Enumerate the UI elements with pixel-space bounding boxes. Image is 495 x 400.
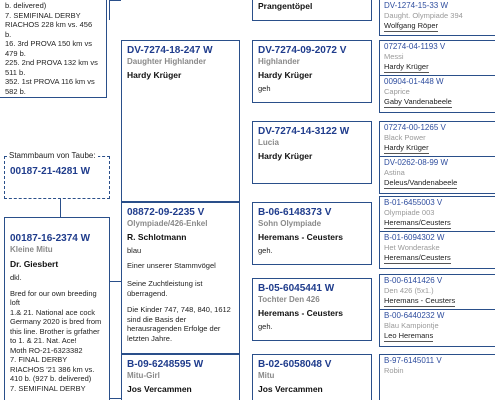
owner-name: Gaby Vandenabeele	[384, 97, 452, 106]
pigeon-name: Daughter Highlander	[127, 57, 207, 66]
info-line: 16. 3rd PROVA 150 km vs	[5, 39, 92, 48]
note-paragraph: Die Kinder 747, 748, 840, 1612 sind die Basis der herausragenden Erfolge der letzten Jahre.	[127, 305, 231, 343]
pigeon-name: Het Wonderaske	[384, 243, 440, 252]
ring-number: DV-0262-08-99 W	[384, 158, 449, 167]
owner-name: Deleus/Vandenabeele	[384, 178, 458, 187]
ring-number: 07274-04-1193 V	[384, 42, 446, 51]
pigeon-name: Daught. Olympiade 394	[384, 11, 463, 20]
dam-info-line: to 1. & 21. Nat. Ace!	[10, 336, 77, 345]
dam-info-line: Moth RO-21-6323382	[10, 345, 83, 355]
ancestor-box	[252, 202, 372, 265]
owner-name: Jos Vercammen	[258, 384, 323, 394]
colour: geh	[258, 84, 271, 93]
ancestor-cell	[380, 0, 495, 34]
info-line: 582 b.	[5, 86, 26, 96]
pigeon-name: Tochter Den 426	[258, 295, 320, 304]
ring-number: B-97-6145011 V	[384, 356, 442, 365]
ring-number: B-01-6455003 V	[384, 198, 443, 207]
ancestor-cell	[380, 197, 495, 232]
ancestor-box	[252, 121, 372, 184]
ancestor-group	[379, 196, 495, 269]
connector-line	[109, 0, 121, 1]
info-line: 225. 2nd PROVA 132 km vs	[5, 58, 98, 67]
dam-info-line: RIACHOS '21 386 km vs.	[10, 364, 95, 374]
pigeon-name: Den 426 (5x1.)	[384, 286, 434, 295]
ring-number: DV-7274-14-3122 W	[258, 126, 350, 137]
ancestor-cell	[380, 41, 495, 76]
owner-name: Jos Vercammen	[127, 384, 192, 394]
ancestor-cell	[380, 232, 495, 266]
dam-info-line: 1.& 21. National ace cock	[10, 307, 96, 317]
ancestor-box	[252, 0, 372, 21]
owner-name: Hardy Krüger	[258, 70, 313, 80]
owner-name: Wolfgang Röper	[384, 21, 439, 30]
dam-colour: dkl.	[10, 273, 22, 282]
note-line: Einer unserer Stammvögel	[127, 260, 216, 270]
dam-ring-number: 00187-16-2374 W	[10, 233, 91, 244]
connector-line	[60, 199, 61, 217]
owner-name: Hardy Krüger	[258, 151, 313, 161]
dam-box	[4, 217, 110, 400]
dam-name: Kleine Mitu	[10, 245, 53, 254]
ring-number: B-01-6094302 W	[384, 233, 445, 242]
dam-info-line: this line. Brother is grfather	[10, 326, 100, 336]
pigeon-name: Olympiade 003	[384, 208, 435, 217]
ring-number: B-00-6141426 V	[384, 276, 443, 285]
dam-sire-box	[121, 202, 240, 354]
owner-name: Hardy Krüger	[384, 62, 429, 71]
pigeon-name: Mitu	[258, 371, 275, 380]
ancestor-box	[252, 354, 372, 400]
owner-name: Heremans/Ceusters	[384, 218, 451, 227]
dam-info-line: 7. FINAL DERBY	[10, 355, 68, 364]
ancestor-cell	[380, 122, 495, 157]
info-line: b. delivered)	[5, 1, 47, 10]
owner-name: Heremans/Ceusters	[384, 253, 451, 262]
ring-number: DV-7274-09-2072 V	[258, 45, 347, 56]
pigeon-name: Messi	[384, 52, 404, 61]
ancestor-group	[379, 121, 495, 194]
info-line: 511 b.	[5, 67, 26, 77]
ring-number: B-05-6045441 W	[258, 283, 335, 294]
colour: blau	[127, 246, 142, 255]
dam-dam-box	[121, 354, 240, 400]
ancestor-cell	[380, 157, 495, 191]
ring-number: B-00-6440232 W	[384, 311, 445, 320]
ancestor-cell	[380, 76, 495, 110]
ancestor-group	[379, 0, 495, 36]
owner-name: Hardy Krüger	[384, 143, 429, 152]
ring-number: B-02-6058048 V	[258, 359, 332, 370]
dam-info-line: loft	[10, 298, 21, 307]
pigeon-name: Caprice	[384, 87, 410, 96]
pigeon-name: Olympiade/426-Enkel	[127, 219, 208, 228]
ancestor-box	[252, 278, 372, 341]
ancestor-group	[379, 354, 495, 400]
owner-name: Leo Heremans	[384, 331, 434, 340]
ring-number: B-09-6248595 W	[127, 359, 204, 370]
dam-info-line: Germany 2020 is bred from	[10, 317, 102, 326]
pigeon-name: Highlander	[258, 57, 300, 66]
colour: geh.	[258, 322, 273, 331]
pigeon-name: Blau Kampiontje	[384, 321, 439, 330]
ring-number: B-06-6148373 V	[258, 207, 332, 218]
ring-number: 00904-01-448 W	[384, 77, 444, 86]
connector-line	[109, 398, 121, 399]
stammbaum-label: Stammbaum von Taube:	[9, 151, 96, 160]
ring-number: 08872-09-2235 V	[127, 207, 205, 218]
connector-line	[109, 0, 110, 20]
owner-name: R. Schlotmann	[127, 232, 187, 242]
owner-name: Hardy Krüger	[127, 70, 182, 80]
pigeon-name: Astina	[384, 168, 405, 177]
connector-line	[109, 281, 121, 282]
sire-dam-box	[121, 40, 240, 202]
ancestor-cell	[380, 310, 495, 344]
ring-number: DV-7274-18-247 W	[127, 45, 213, 56]
pigeon-name: Black Power	[384, 133, 426, 142]
ancestor-cell	[380, 355, 495, 385]
ancestor-group	[379, 40, 495, 113]
subject-pigeon-box	[4, 156, 110, 199]
ancestor-box	[252, 40, 372, 103]
dam-info-line: Bred for our own breeding	[10, 288, 97, 298]
info-line: 7. SEMIFINAL DERBY	[5, 10, 81, 20]
colour: geh.	[258, 246, 273, 255]
ring-number: DV-1274-15-33 W	[384, 1, 449, 10]
pigeon-name: Lucia	[258, 138, 279, 147]
pigeon-name: Mitu-Girl	[127, 371, 160, 380]
dam-info-line: 410 b. (927 b. delivered)	[10, 374, 92, 383]
dam-sire-info-box	[0, 0, 107, 98]
owner-name: Heremans - Ceusters	[384, 296, 456, 305]
ancestor-group	[379, 274, 495, 347]
note-paragraph: Seine Zuchtleistung ist überragend.	[127, 279, 203, 298]
subject-ring-number: 00187-21-4281 W	[10, 166, 91, 177]
pigeon-name: Sohn Olympiade	[258, 219, 322, 228]
ring-number: 07274-00-1265 V	[384, 123, 446, 132]
ancestor-cell	[380, 275, 495, 310]
dam-owner: Dr. Giesbert	[10, 259, 59, 269]
info-line: RIACHOS 228 km vs. 456	[5, 20, 93, 29]
owner-name: Prangentöpel	[258, 1, 313, 11]
dam-info-line: 7. SEMIFINAL DERBY	[10, 383, 86, 393]
info-line: b.	[5, 29, 12, 39]
owner-name: Heremans - Ceusters	[258, 232, 344, 242]
owner-name: Heremans - Ceusters	[258, 308, 344, 318]
info-line: 479 b.	[5, 48, 26, 58]
info-line: 352. 1st PROVA 116 km vs	[5, 77, 95, 86]
pigeon-name: Robin	[384, 366, 404, 375]
